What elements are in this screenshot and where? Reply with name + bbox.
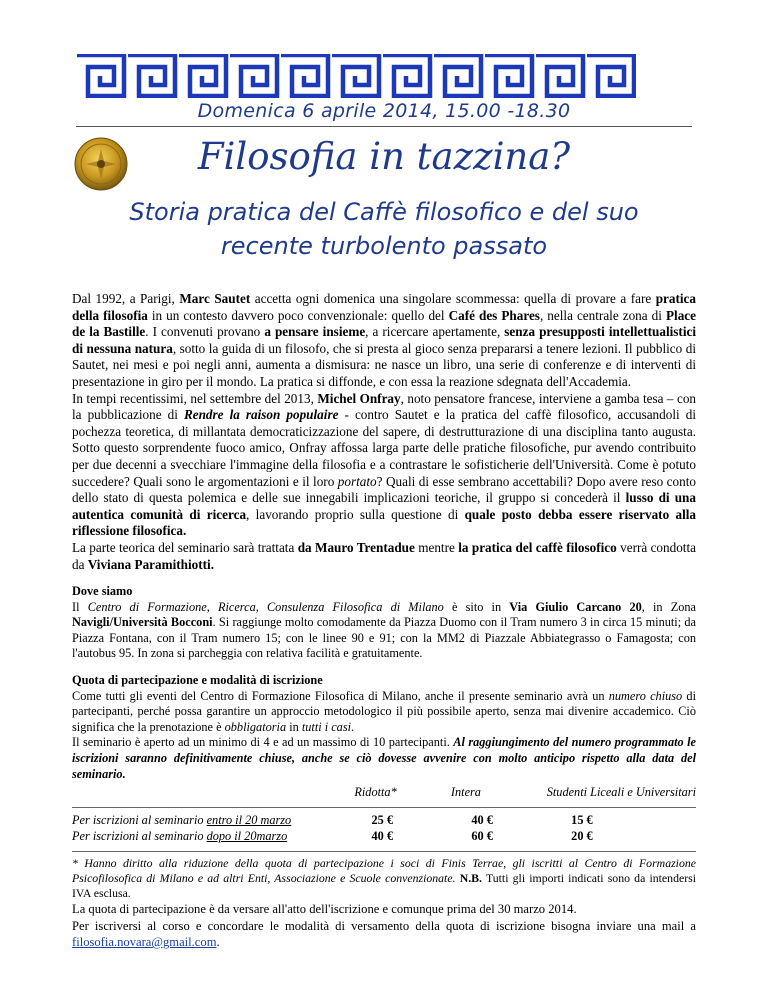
- divider: [76, 126, 692, 127]
- fees-header-row: [72, 784, 696, 801]
- fees-heading: Quota di partecipazione e modalità di iscrizione: [72, 673, 323, 688]
- contact-paragraph: Per iscriversi al corso e concordare le modalità di versamento della quota di iscrizione bisogna inviare una mail a filosofia.novara@gmail.com.: [72, 918, 696, 950]
- subtitle: Storia pratica del Caffè filosofico e del suo recente turbolento passato: [129, 198, 639, 260]
- col-studenti: Studenti Liceali e Universitari: [546, 785, 696, 800]
- email-link[interactable]: filosofia.novara@gmail.com: [72, 935, 217, 950]
- location-heading: Dove siamo: [72, 584, 133, 599]
- col-ridotta: Ridotta*: [354, 785, 397, 800]
- document-body: [72, 291, 696, 951]
- location-paragraph: Il Centro di Formazione, Ricerca, Consulenza Filosofica di Milano è sito in Via Giulio Carcano 20, in Zona Navigli/Università Bocconi. Si raggiunge molto comodamente da Piazza Duomo con il Tram numero 3 in circa 15 minuti; da Piazza Fontana, con il Tram numero 15; con le linee 90 e 91; con la MM2 di Piazzale Abbiategrasso o Famagosta; con l'autobus 95. In zona si parcheggia con relativa facilità e gratuitamente.: [72, 599, 696, 661]
- table-row: Per iscrizioni al seminario entro il 20 marzo 25 € 40 € 15 €: [72, 812, 593, 827]
- payment-note: La quota di partecipazione è da versare all'atto dell'iscrizione e comunque prima del 30 marzo 2014.: [72, 902, 577, 916]
- col-intera: Intera: [450, 785, 481, 800]
- fees-limits: Il seminario è aperto ad un minimo di 4 e ad un massimo di 10 partecipanti. Al raggiungimento del numero programmato le iscrizioni saranno definitivamente chiuse, anche se ciò dovesse avvenire con molto anticipo rispetto alla data del seminario.: [72, 735, 696, 781]
- intro-paragraph-2: In tempi recentissimi, nel settembre del 2013, Michel Onfray, noto pensatore francese, interviene a gamba tesa – con la pubblicazione di Rendre la raison populaire - contro Sautet e la pratica del caffè filosofico, accusandoli di pochezza teoretica, di millantata democraticizzazione del sapere, di destrutturazione di una disciplina tanto augusta. Sotto questo sorprendente fuoco amico, Onfray affossa larga parte delle pratiche filosofiche, pur avendo contribuito per due decenni a svecchiare l'immagine della filosofia e a contrastare le sofisticherie dell'Università. Come è potuto succedere? Quali sono le argomentazioni e il loro portato? Quali di esse sembrano accettabili? Dopo avere reso conto dello stato di questa polemica e delle sue innegabili implicazioni teoriche, il gruppo si concederà il lusso di una autentica comunità di ricerca, lavorando proprio sulla questione di quale posto debba essere riservato alla riflessione filosofica.: [72, 390, 697, 539]
- fees-paragraph: Come tutti gli eventi del Centro di Formazione Filosofica di Milano, anche il presente seminario avrà un numero chiuso di partecipanti, perché possa garantire un approccio metodologico il più possibile aperto, senza mai divenire accademico. Ciò significa che la prenotazione è obbligatoria in tutti i casi.: [72, 688, 697, 734]
- table-divider: [72, 851, 696, 852]
- table-row: Per iscrizioni al seminario dopo il 20marzo 40 € 60 € 20 €: [72, 829, 593, 844]
- table-divider: [72, 807, 696, 808]
- page-title: Filosofia in tazzina?: [197, 135, 571, 178]
- event-date: Domenica 6 aprile 2014, 15.00 -18.30: [197, 100, 571, 122]
- intro-paragraph-3: La parte teorica del seminario sarà trattata da Mauro Trentadue mentre la pratica del caffè filosofico verrà condotta da Viviana Paramithiotti.: [72, 539, 696, 572]
- intro-paragraph-1: Dal 1992, a Parigi, Marc Sautet accetta ogni domenica una singolare scommessa: quella di provare a fare pratica della filosofia in un contesto davvero poco convenzionale: quello del Café des Phares, nella centrale zona di Place de la Bastille. I convenuti provano a pensare insieme, a ricercare apertamente, senza presupposti intellettualistici di nessuna natura, sotto la guida di un filosofo, che si presta al gioco senza prepararsi a tenere lezioni. Il pubblico di Sautet, nei mesi e poi negli anni, aumenta a dismisura: ne nasce un libro, una serie di conferenze e di interventi di presentazione in giro per il mondo. La pratica si diffonde, e con essa la reazione sdegnata dell'Accademia.: [72, 291, 696, 389]
- greek-key-border: [76, 54, 636, 98]
- footnote: * Hanno diritto alla riduzione della quota di partecipazione i soci di Finis Terrae, gli iscritti al Centro di Formazione Psicofilosofica di Milano e ad altri Enti, Associazione e Scuole convenzionate. N.B. Tutti gli importi indicati sono da intendersi IVA esclusa.: [72, 856, 696, 900]
- fees-table: [72, 784, 696, 852]
